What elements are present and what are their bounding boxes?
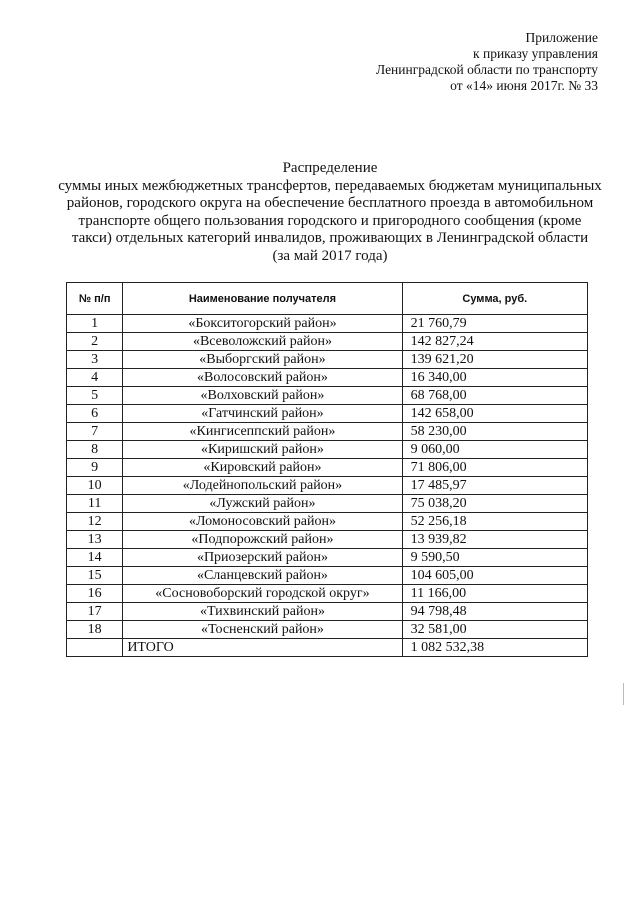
cell-num: 3 bbox=[67, 351, 123, 369]
cell-num: 2 bbox=[67, 333, 123, 351]
cell-sum: 142 658,00 bbox=[402, 405, 587, 423]
table-row bbox=[67, 513, 588, 531]
cell-name: «Выборгский район» bbox=[123, 351, 402, 369]
cell-sum: 21 760,79 bbox=[402, 315, 587, 333]
total-sum: 1 082 532,38 bbox=[402, 639, 587, 657]
table-row bbox=[67, 441, 588, 459]
cell-sum: 58 230,00 bbox=[402, 423, 587, 441]
cell-sum: 16 340,00 bbox=[402, 369, 587, 387]
table-row bbox=[67, 495, 588, 513]
cell-num: 12 bbox=[67, 513, 123, 531]
table-row bbox=[67, 369, 588, 387]
cell-name: «Кировский район» bbox=[123, 459, 402, 477]
cell-name: «Тосненский район» bbox=[123, 621, 402, 639]
table-row bbox=[67, 567, 588, 585]
table-row bbox=[67, 621, 588, 639]
total-num-cell bbox=[67, 639, 123, 657]
table-row bbox=[67, 603, 588, 621]
cell-num: 16 bbox=[67, 585, 123, 603]
table-row bbox=[67, 405, 588, 423]
cell-num: 7 bbox=[67, 423, 123, 441]
header-name: Наименование получателя bbox=[123, 283, 402, 315]
cell-name: «Лодейнопольский район» bbox=[123, 477, 402, 495]
title-line: транспорте общего пользования городского и пригородного сообщения (кроме bbox=[78, 212, 582, 229]
table-row bbox=[67, 315, 588, 333]
table-row bbox=[67, 585, 588, 603]
title-line: Распределение bbox=[282, 160, 378, 176]
table-body bbox=[67, 315, 588, 657]
cell-name: «Волосовский район» bbox=[123, 369, 402, 387]
document-title bbox=[40, 160, 620, 266]
appendix-line: Ленинградской области по транспорту bbox=[376, 62, 598, 77]
cell-sum: 94 798,48 bbox=[402, 603, 587, 621]
cell-num: 5 bbox=[67, 387, 123, 405]
cell-name: «Приозерский район» bbox=[123, 549, 402, 567]
cell-num: 17 bbox=[67, 603, 123, 621]
appendix-line: к приказу управления bbox=[473, 46, 598, 61]
cell-name: «Бокситогорский район» bbox=[123, 315, 402, 333]
cell-sum: 17 485,97 bbox=[402, 477, 587, 495]
cell-num: 6 bbox=[67, 405, 123, 423]
total-label: ИТОГО bbox=[123, 639, 402, 657]
cell-name: «Сосновоборский городской округ» bbox=[123, 585, 402, 603]
cell-num: 8 bbox=[67, 441, 123, 459]
cell-sum: 9 590,50 bbox=[402, 549, 587, 567]
cell-name: «Тихвинский район» bbox=[123, 603, 402, 621]
cell-name: «Подпорожский район» bbox=[123, 531, 402, 549]
cell-sum: 104 605,00 bbox=[402, 567, 587, 585]
cell-num: 11 bbox=[67, 495, 123, 513]
total-row bbox=[67, 639, 588, 657]
cell-num: 18 bbox=[67, 621, 123, 639]
title-line: (за май 2017 года) bbox=[272, 247, 388, 264]
cell-sum: 52 256,18 bbox=[402, 513, 587, 531]
cell-num: 13 bbox=[67, 531, 123, 549]
cell-num: 10 bbox=[67, 477, 123, 495]
appendix-line: Приложение bbox=[525, 30, 598, 45]
cell-name: «Лужский район» bbox=[123, 495, 402, 513]
cell-name: «Ломоносовский район» bbox=[123, 513, 402, 531]
cell-sum: 71 806,00 bbox=[402, 459, 587, 477]
cell-sum: 32 581,00 bbox=[402, 621, 587, 639]
cell-num: 1 bbox=[67, 315, 123, 333]
header-num: № п/п bbox=[67, 283, 123, 315]
table-row bbox=[67, 387, 588, 405]
cell-name: «Гатчинский район» bbox=[123, 405, 402, 423]
title-line: суммы иных межбюджетных трансфертов, передаваемых бюджетам муниципальных bbox=[58, 177, 602, 194]
table-row bbox=[67, 531, 588, 549]
appendix-line: от «14» июня 2017г. № 33 bbox=[450, 78, 598, 93]
distribution-table bbox=[66, 282, 588, 657]
header-sum: Сумма, руб. bbox=[402, 283, 587, 315]
cell-sum: 68 768,00 bbox=[402, 387, 587, 405]
cell-sum: 11 166,00 bbox=[402, 585, 587, 603]
cell-name: «Сланцевский район» bbox=[123, 567, 402, 585]
table-row bbox=[67, 549, 588, 567]
cell-sum: 142 827,24 bbox=[402, 333, 587, 351]
cell-num: 15 bbox=[67, 567, 123, 585]
title-line: такси) отдельных категорий инвалидов, проживающих в Ленинградской области bbox=[71, 230, 589, 247]
cell-num: 9 bbox=[67, 459, 123, 477]
scan-mark bbox=[623, 683, 624, 705]
cell-sum: 13 939,82 bbox=[402, 531, 587, 549]
appendix-block bbox=[376, 30, 598, 94]
cell-sum: 9 060,00 bbox=[402, 441, 587, 459]
cell-name: «Волховский район» bbox=[123, 387, 402, 405]
table-row bbox=[67, 333, 588, 351]
cell-sum: 139 621,20 bbox=[402, 351, 587, 369]
table-row bbox=[67, 351, 588, 369]
cell-num: 14 bbox=[67, 549, 123, 567]
title-line: районов, городского округа на обеспечение бесплатного проезда в автомобильном bbox=[66, 195, 594, 212]
cell-sum: 75 038,20 bbox=[402, 495, 587, 513]
cell-name: «Киришский район» bbox=[123, 441, 402, 459]
cell-num: 4 bbox=[67, 369, 123, 387]
table-row bbox=[67, 423, 588, 441]
table-row bbox=[67, 477, 588, 495]
cell-name: «Всеволожский район» bbox=[123, 333, 402, 351]
cell-name: «Кингисеппский район» bbox=[123, 423, 402, 441]
table-header-row bbox=[67, 283, 588, 315]
table-row bbox=[67, 459, 588, 477]
